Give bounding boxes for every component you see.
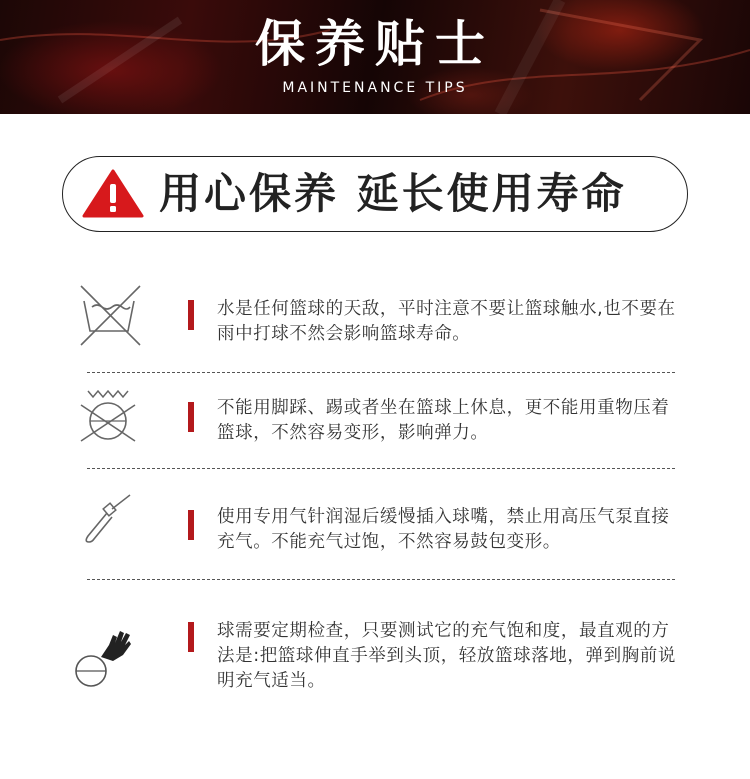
accent-bar bbox=[188, 510, 194, 540]
no-water-icon bbox=[78, 283, 144, 349]
tip-text: 不能用脚踩、踢或者坐在篮球上休息，更不能用重物压着篮球，不然容易变形，影响弹力。 bbox=[217, 398, 670, 443]
header-banner bbox=[0, 0, 750, 114]
hand-drop-ball-icon bbox=[73, 625, 135, 691]
tip-text: 水是任何篮球的天敌，平时注意不要让篮球触水,也不要在雨中打球不然会影响篮球寿命。 bbox=[217, 299, 676, 344]
page-title: 保养贴士 bbox=[255, 15, 495, 73]
no-press-ball-icon bbox=[78, 385, 138, 445]
divider bbox=[87, 579, 675, 580]
inflation-needle-icon bbox=[78, 493, 134, 545]
tip-text: 使用专用气针润湿后缓慢插入球嘴，禁止用高压气泵直接充气。不能充气过饱，不然容易鼓包变形。 bbox=[217, 507, 670, 552]
slogan-banner bbox=[62, 156, 688, 232]
divider bbox=[87, 468, 675, 469]
accent-bar bbox=[188, 300, 194, 330]
accent-bar bbox=[188, 622, 194, 652]
slogan-text: 用心保养 延长使用寿命 bbox=[159, 169, 627, 218]
tip-text: 球需要定期检查，只要测试它的充气饱和度，最直观的方法是:把篮球伸直手举到头顶，轻放篮球落地，弹到胸前说明充气适当。 bbox=[217, 621, 676, 691]
page-subtitle: MAINTENANCE TIPS bbox=[282, 80, 468, 96]
accent-bar bbox=[188, 402, 194, 432]
divider bbox=[87, 372, 675, 373]
warning-icon bbox=[82, 169, 144, 219]
